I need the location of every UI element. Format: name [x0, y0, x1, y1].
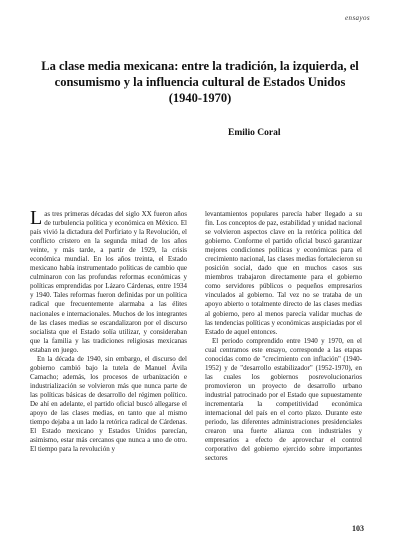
article-author: Emilio Coral	[228, 128, 281, 138]
section-label: ensayos	[345, 14, 370, 22]
right-paragraph-1: levantamientos populares parecía haber llegado a su fin. Los conceptos de paz, estabilidad y unidad nacional se volvieron aspectos clave en la retórica política del gobierno. Conforme el partido oficial buscó garantizar mejores condiciones políticas y económicas para el crecimiento nacional, las clases medias fortalecieron su posición social, dado que en muchos casos sus miembros trabajaron directamente para el gobierno como servidores públicos o pequeños empresarios vinculados al gobierno. Tal vez no se trataba de un apoyo abierto o totalmente directo de las clases medias al gobierno, pero al menos parecía validar muchas de las tendencias políticas y económicas auspiciadas por el Estado de aquel entonces.	[205, 210, 362, 336]
right-column	[205, 210, 362, 463]
left-paragraph-1	[30, 207, 187, 355]
page-number: 103	[352, 524, 364, 533]
left-paragraph-2: En la década de 1940, sin embargo, el discurso del gobierno cambió bajo la tutela de Manuel Ávila Camacho; además, los procesos de urbanización e industrialización se volvieron más que nunca parte de las políticas básicas de desarrollo del régimen político. De ahí en adelante, el partido oficial buscó allegarse el apoyo de las clases medias, en tanto que al mismo tiempo dejaba a un lado la retórica radical de Cárdenas. El Estado mexicano y Estados Unidos parecían, asimismo, estar más cercanos que nunca a uno de otro. El tiempo para la revolución y	[30, 354, 187, 454]
right-paragraph-2: El periodo comprendido entre 1940 y 1970, en el cual centramos este ensayo, corresponde a las etapas conocidas como de "crecimiento con inflación" (1940-1952) y de "desarrollo estabilizador" (1952-1970), en las cuales los gobiernos posrevolucionarios promovieron un proyecto de desarrollo urbano industrial patrocinado por el Estado que supuestamente incrementaría la competitividad económica internacional del país en el corto plazo. Durante este periodo, las diferentes administraciones presidenciales crearon una fuerte alianza con industriales y empresarios a efecto de aprovechar el control corporativo del gobierno ejercido sobre importantes sectores	[205, 336, 362, 463]
drop-cap: L	[30, 207, 43, 229]
left-paragraph-1-text: as tres primeras décadas del siglo XX fueron años de turbulencia política y económica en México. El país vivió la dictadura del Porfiriato y la Revolución, el conflicto cristero en la segunda mitad de los años veinte, y más tarde, a partir de 1929, la crisis económica mundial. En los años treinta, el Estado mexicano había instrumentado políticas de cambio que culminaron con las profundas reformas económicas y políticas emprendidas por Lázaro Cárdenas, entre 1934 y 1940. Tales reformas fueron definidas por un política radical que frecuentemente alarmaba a las élites nacionales e internacionales. Muchos de los integrantes de las clases medias se escandalizaron por el discurso socialista que el Estado solía utilizar, y consideraban que la familia y las tradiciones religiosas mexicanas estaban en juego.	[30, 210, 187, 354]
left-column	[30, 207, 187, 454]
article-title: La clase media mexicana: entre la tradición, la izquierda, el consumismo y la influencia cultural de Estados Unidos (1940-1970)	[41, 59, 359, 105]
